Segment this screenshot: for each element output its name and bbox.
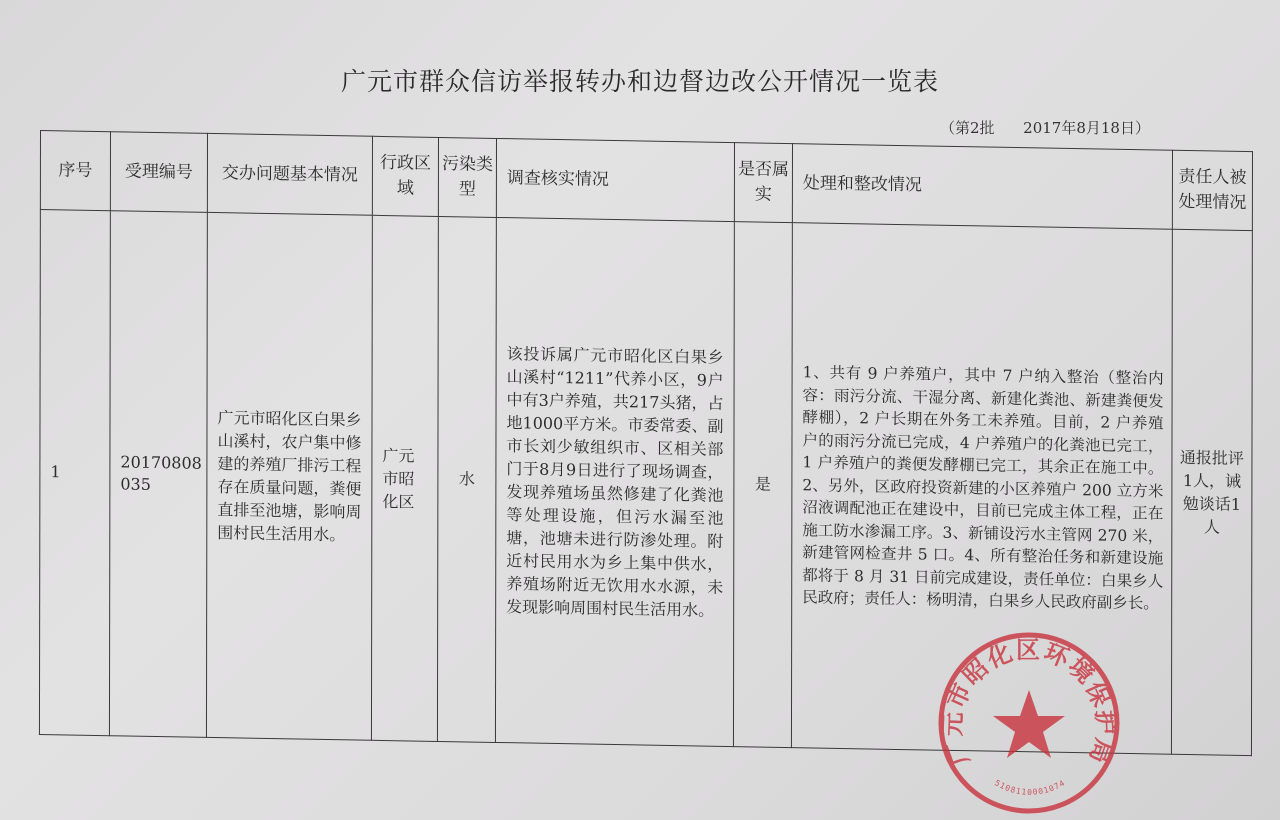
- table-row: [39, 210, 1252, 756]
- cell-investigation: 该投诉属广元市昭化区白果乡山溪村“1211”代养小区，9户中有3户养殖，共217头猪，占地1000平方米。市委常委、副市长刘少敏组织市、区相关部门于8月9日进行了现场调查，发现养殖场虽然修建了化粪池等处理设施，但污水漏至池塘，池塘未进行防渗处理。附近村民用水为乡上集中供水，养殖场附近无饮用水水源，未发现影响周围村民生活用水。: [495, 217, 734, 746]
- cell-type: 水: [437, 216, 496, 742]
- header-issue: 交办问题基本情况: [207, 133, 372, 215]
- header-investigation: 调查核实情况: [496, 138, 734, 221]
- header-type: 污染类型: [438, 137, 496, 217]
- cell-area: 广元市昭化区: [371, 215, 438, 741]
- cell-responsible: 通报批评1人，诫勉谈话1人: [1171, 229, 1252, 755]
- header-id: 受理编号: [110, 132, 207, 213]
- report-table-container: [39, 130, 1252, 756]
- cell-handling: 1、共有 9 户养殖户，其中 7 户纳入整治（整治内容：雨污分流、干湿分离、新建化粪池、新建粪便发酵棚），2 户长期在外务工未养殖。目前，2 户养殖户的雨污分流已完成，4 户养殖户的化粪池已完工，1 户养殖户的粪便发酵棚已完工，其余正在施工中。2、另外，区政府投资新建的小区养殖户 200 立方米沼液调配池正在建设中，目前已完成主体工程，正在施工防水渗漏工序。3、新铺设污水主管网 270 米，新建管网检查井 5 口。4、所有整治任务和新建设施都将于 8 月 31 日前完成建设，责任单位：白果乡人民政府；责任人：杨明清，白果乡人民政府副乡长。: [791, 223, 1172, 755]
- seal-text: 广元市昭化区环境保护局: [937, 635, 1121, 770]
- seal-serial: 5108110001074: [993, 778, 1067, 797]
- header-area: 行政区域: [372, 136, 438, 216]
- header-seq: 序号: [40, 131, 110, 211]
- document-title: 广元市群众信访举报转办和边督边改公开情况一览表: [340, 67, 939, 96]
- header-is-true: 是否属实: [734, 143, 792, 223]
- header-handling: 处理和整改情况: [792, 144, 1172, 230]
- report-table: [39, 130, 1253, 756]
- cell-issue: 广元市昭化区白果乡山溪村，农户集中修建的养殖厂排污工程存在质量问题，粪便直排至池塘，影响周围村民生活用水。: [206, 212, 372, 740]
- header-responsible: 责任人被处理情况: [1172, 150, 1252, 230]
- batch-note: （第2批 2017年8月18日）: [940, 119, 1150, 137]
- cell-is-true: 是: [733, 222, 792, 748]
- cell-seq: 1: [39, 210, 110, 736]
- cell-id: 20170808035: [109, 211, 207, 738]
